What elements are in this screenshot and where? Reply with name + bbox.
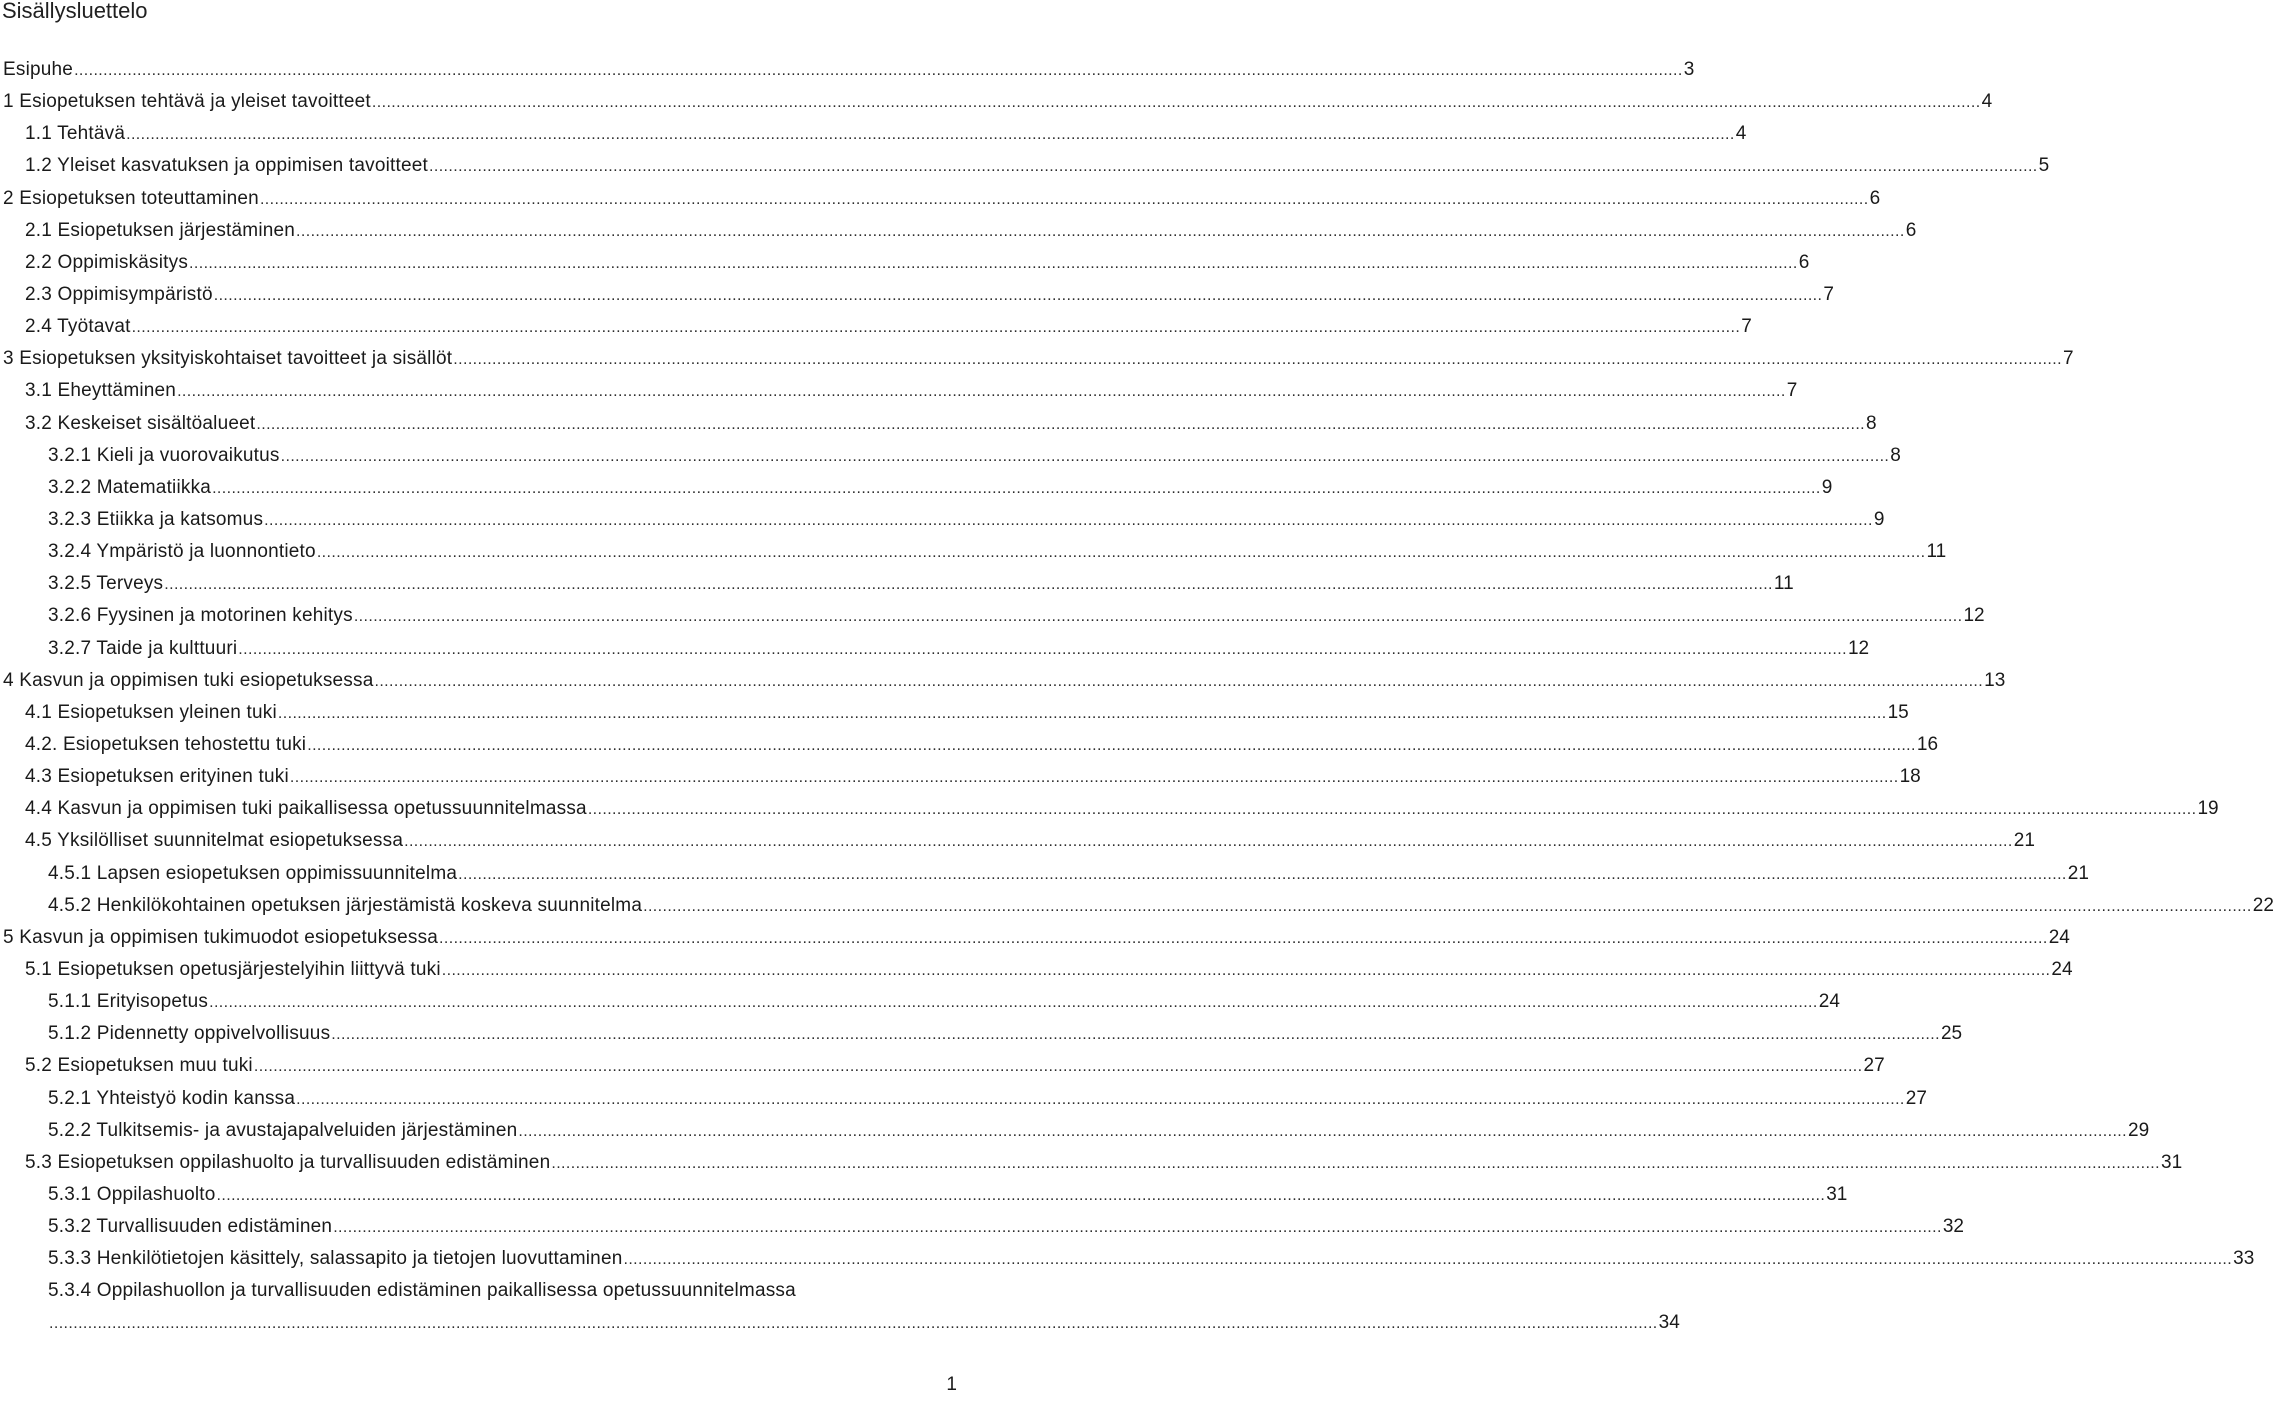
toc-entry-title: 4.5.1 Lapsen esiopetuksen oppimissuunnitelma <box>48 862 458 884</box>
toc-entry-page: 11 <box>1773 573 1794 595</box>
dot-leader: ............................................................................................................................................................................................................................................................................................................................................ <box>212 479 1821 497</box>
toc-entry-title: 1 Esiopetuksen tehtävä ja yleiset tavoitteet <box>3 91 371 113</box>
toc-entry-title: 5.3.2 Turvallisuuden edistäminen <box>48 1216 333 1238</box>
toc-entry[interactable] <box>0 183 1881 215</box>
toc-entry-page: 9 <box>1821 476 1833 498</box>
toc-entry-page: 8 <box>1866 412 1877 434</box>
toc-entry[interactable] <box>0 1018 1963 1050</box>
toc-entry[interactable] <box>0 922 2070 954</box>
toc-entry[interactable] <box>0 825 2035 857</box>
dot-leader: ............................................................................................................................................................................................................................................................................................................................................ <box>131 319 1741 337</box>
toc-entry-page: 13 <box>1984 669 2006 691</box>
toc-entry-page: 21 <box>2067 862 2089 884</box>
toc-entry-title: 2.2 Oppimiskäsitys <box>25 251 189 273</box>
toc-entry-title: 5.1.1 Erityisopetus <box>48 991 209 1013</box>
toc-entry[interactable] <box>0 504 1885 536</box>
toc-entry-page: 22 <box>2252 894 2274 916</box>
dot-leader: ............................................................................................................................................................................................................................................................................................................................................ <box>277 704 1887 722</box>
dot-leader: ............................................................................................................................................................................................................................................................................................................................................ <box>264 511 1873 529</box>
dot-leader: ............................................................................................................................................................................................................................................................................................................................................ <box>216 1186 1826 1204</box>
dot-leader: ............................................................................................................................................................................................................................................................................................................................................ <box>371 94 1981 112</box>
toc-entry[interactable] <box>0 568 1794 600</box>
toc-entry-title: 3.2.1 Kieli ja vuorovaikutus <box>48 444 280 466</box>
dot-leader: ............................................................................................................................................................................................................................................................................................................................................ <box>587 801 2197 819</box>
toc-entry-page: 6 <box>1798 251 1810 273</box>
toc-entry-page: 9 <box>1873 508 1885 530</box>
toc-entry-title: 3.2.6 Fyysinen ja motorinen kehitys <box>48 605 353 627</box>
dot-leader: ............................................................................................................................................................................................................................................................................................................................................ <box>189 254 1798 272</box>
dot-leader: ............................................................................................................................................................................................................................................................................................................................................ <box>316 544 1926 562</box>
toc-entry-page: 31 <box>1826 1183 1848 1205</box>
dot-leader: ............................................................................................................................................................................................................................................................................................................................................ <box>441 961 2051 979</box>
toc-entry-page: 27 <box>1863 1055 1885 1077</box>
dot-leader: ............................................................................................................................................................................................................................................................................................................................................ <box>126 126 1735 144</box>
toc-entry[interactable] <box>0 54 1695 86</box>
toc-entry-title: 5.1.2 Pidennetty oppivelvollisuus <box>48 1023 331 1045</box>
dot-leader: ............................................................................................................................................................................................................................................................................................................................................ <box>353 608 1963 626</box>
toc-entry-page: 24 <box>2051 958 2073 980</box>
toc-entry-title: 1.1 Tehtävä <box>25 123 126 145</box>
toc-entry-page: 8 <box>1890 444 1901 466</box>
toc-entry-page: 18 <box>1899 766 1921 788</box>
toc-entry-page: 24 <box>1818 991 1840 1013</box>
toc-entry-page: 15 <box>1887 701 1909 723</box>
toc-entry-page: 21 <box>2013 830 2035 852</box>
toc-entry[interactable] <box>0 793 2219 825</box>
dot-leader: ............................................................................................................................................................................................................................................................................................................................................ <box>164 576 1773 594</box>
toc-entry-page: 7 <box>2062 348 2074 370</box>
toc-entry-page: 12 <box>1847 637 1870 659</box>
toc-entry[interactable] <box>0 86 1993 118</box>
toc-entry[interactable] <box>0 215 1917 247</box>
toc-entry-page: 19 <box>2197 798 2219 820</box>
toc-entry[interactable] <box>0 279 1834 311</box>
toc-entry[interactable] <box>0 536 1947 568</box>
toc-entry-title: 2 Esiopetuksen toteuttaminen <box>3 187 259 209</box>
toc-entry-title: 5.3.1 Oppilashuolto <box>48 1183 216 1205</box>
toc-entry[interactable] <box>0 697 1909 729</box>
dot-leader: ............................................................................................................................................................................................................................................................................................................................................ <box>49 1315 1658 1333</box>
dot-leader: ............................................................................................................................................................................................................................................................................................................................................ <box>623 1251 2233 1269</box>
toc-entry-title: 3.2.4 Ympäristö ja luonnontieto <box>48 541 316 563</box>
toc-entry-page: 11 <box>1926 541 1947 563</box>
toc-entry-page: 16 <box>1916 733 1939 755</box>
toc-entry-page: 29 <box>2128 1119 2150 1141</box>
toc-entry-title: 5.2.2 Tulkitsemis- ja avustajapalveluiden järjestäminen <box>48 1119 518 1141</box>
toc-entry[interactable] <box>0 1115 2150 1147</box>
toc-entry[interactable] <box>0 665 2006 697</box>
toc-entry[interactable] <box>0 472 1833 504</box>
toc-entry-title: 3.2 Keskeiset sisältöalueet <box>25 412 256 434</box>
dot-leader: ............................................................................................................................................................................................................................................................................................................................................ <box>453 351 2062 369</box>
dot-leader: ............................................................................................................................................................................................................................................................................................................................................ <box>177 383 1786 401</box>
dot-leader: ............................................................................................................................................................................................................................................................................................................................................ <box>307 736 1916 754</box>
toc-entry-page: 31 <box>2161 1151 2183 1173</box>
toc-entry-page: 5 <box>2038 155 2050 177</box>
toc-entry[interactable] <box>0 311 1752 343</box>
toc-entry-page: 7 <box>1786 380 1798 402</box>
toc-entry-title: 4 Kasvun ja oppimisen tuki esiopetuksessa <box>3 669 374 691</box>
toc-entry-page: 34 <box>1658 1312 1680 1334</box>
dot-leader: ............................................................................................................................................................................................................................................................................................................................................ <box>209 994 1818 1012</box>
dot-leader: ............................................................................................................................................................................................................................................................................................................................................ <box>280 447 1890 465</box>
toc-entry-page: 4 <box>1981 91 1993 113</box>
toc-entry-title: Esipuhe <box>3 59 74 80</box>
toc-entry-page: 33 <box>2233 1248 2255 1270</box>
toc-entry-title: 2.4 Työtavat <box>25 316 131 338</box>
toc-entry-page: 32 <box>1942 1216 1964 1238</box>
toc-entry[interactable] <box>0 440 1901 472</box>
toc-entry-title: 5.1 Esiopetuksen opetusjärjestelyihin liittyvä tuki <box>25 958 441 980</box>
toc-entry-title: 4.3 Esiopetuksen erityinen tuki <box>25 766 289 788</box>
toc-entry-title: 3.2.7 Taide ja kulttuuri <box>48 637 238 659</box>
toc-entry-title: 4.5 Yksilölliset suunnitelmat esiopetuksessa <box>25 830 404 852</box>
toc-entry[interactable] <box>0 247 1810 279</box>
toc-entry-title: 3.2.3 Etiikka ja katsomus <box>48 508 264 530</box>
toc-entry-title: 5.3.3 Henkilötietojen käsittely, salassapito ja tietojen luovuttaminen <box>48 1248 623 1270</box>
dot-leader: ............................................................................................................................................................................................................................................................................................................................................ <box>213 286 1823 304</box>
toc-entry[interactable] <box>0 375 1798 407</box>
toc-entry-title: 4.5.2 Henkilökohtainen opetuksen järjestämistä koskeva suunnitelma <box>48 894 643 916</box>
toc-entry-page: 27 <box>1905 1087 1927 1109</box>
toc-entry-title: 2.1 Esiopetuksen järjestäminen <box>25 219 296 241</box>
toc-entry-title: 5.3.4 Oppilashuollon ja turvallisuuden edistäminen paikallisessa opetussuunnitelmassa <box>48 1280 796 1302</box>
toc-entry[interactable] <box>0 150 2050 182</box>
toc-entry[interactable] <box>0 729 1939 761</box>
dot-leader: ............................................................................................................................................................................................................................................................................................................................................ <box>374 672 1984 690</box>
toc-entry-page: 24 <box>2048 926 2070 948</box>
dot-leader: ............................................................................................................................................................................................................................................................................................................................................ <box>256 415 1866 433</box>
toc-entry[interactable] <box>0 118 1747 150</box>
toc-entry[interactable] <box>0 343 2074 375</box>
toc-entry-title: 5.3 Esiopetuksen oppilashuolto ja turvallisuuden edistäminen <box>25 1151 551 1173</box>
dot-leader: ............................................................................................................................................................................................................................................................................................................................................ <box>551 1154 2160 1172</box>
toc-entry-page: 25 <box>1940 1023 1963 1045</box>
toc-entry-title: 2.3 Oppimisympäristö <box>25 283 213 305</box>
dot-leader: ............................................................................................................................................................................................................................................................................................................................................ <box>518 1122 2128 1140</box>
toc-entry-title: 5.2 Esiopetuksen muu tuki <box>25 1055 253 1077</box>
toc-entry-page: 12 <box>1963 605 1985 627</box>
toc-entry[interactable] <box>0 761 1921 793</box>
toc-entry[interactable] <box>0 1147 2183 1179</box>
toc-entry[interactable] <box>0 408 1877 440</box>
dot-leader: ............................................................................................................................................................................................................................................................................................................................................ <box>253 1058 1863 1076</box>
toc-entry-title: 4.4 Kasvun ja oppimisen tuki paikallisessa opetussuunnitelmassa <box>25 798 587 820</box>
toc-entry[interactable] <box>0 1243 2255 1275</box>
dot-leader: ............................................................................................................................................................................................................................................................................................................................................ <box>289 769 1899 787</box>
dot-leader: ............................................................................................................................................................................................................................................................................................................................................ <box>643 897 2252 915</box>
toc-entry[interactable] <box>0 858 2089 890</box>
toc-entry-page: 7 <box>1741 316 1752 338</box>
toc-entry[interactable] <box>0 1275 1680 1339</box>
toc-entry[interactable] <box>0 890 2274 922</box>
table-of-contents <box>0 54 2274 1340</box>
dot-leader: ............................................................................................................................................................................................................................................................................................................................................ <box>296 1090 1905 1108</box>
dot-leader: ............................................................................................................................................................................................................................................................................................................................................ <box>238 640 1847 658</box>
toc-entry-title: 5 Kasvun ja oppimisen tukimuodot esiopetuksessa <box>3 926 439 948</box>
toc-entry-page: 4 <box>1735 123 1747 145</box>
toc-entry-page: 3 <box>1683 59 1695 80</box>
toc-entry-title: 3.2.2 Matematiikka <box>48 476 212 498</box>
toc-entry[interactable] <box>0 1050 1885 1082</box>
dot-leader: ............................................................................................................................................................................................................................................................................................................................................ <box>429 158 2038 176</box>
toc-entry-title: 3 Esiopetuksen yksityiskohtaiset tavoitteet ja sisällöt <box>3 348 453 370</box>
dot-leader: ............................................................................................................................................................................................................................................................................................................................................ <box>333 1219 1942 1237</box>
toc-entry-page: 6 <box>1905 219 1917 241</box>
toc-entry-title: 1.2 Yleiset kasvatuksen ja oppimisen tavoitteet <box>25 155 429 177</box>
toc-entry-title: 3.2.5 Terveys <box>48 573 164 595</box>
dot-leader: ............................................................................................................................................................................................................................................................................................................................................ <box>296 222 1905 240</box>
toc-entry[interactable] <box>0 954 2073 986</box>
toc-entry-page: 6 <box>1869 187 1881 209</box>
dot-leader: ............................................................................................................................................................................................................................................................................................................................................ <box>259 190 1869 208</box>
toc-entry-title: 3.1 Eheyttäminen <box>25 380 177 402</box>
toc-entry-title: 4.2. Esiopetuksen tehostettu tuki <box>25 733 307 755</box>
toc-entry[interactable] <box>0 1211 1964 1243</box>
page-number: 1 <box>946 1374 957 1395</box>
toc-entry[interactable] <box>0 633 1870 665</box>
dot-leader: ............................................................................................................................................................................................................................................................................................................................................ <box>458 865 2067 883</box>
dot-leader: ............................................................................................................................................................................................................................................................................................................................................ <box>439 929 2048 947</box>
toc-entry[interactable] <box>0 986 1840 1018</box>
page-title: Sisällysluettelo <box>2 0 148 23</box>
toc-entry-title: 4.1 Esiopetuksen yleinen tuki <box>25 701 277 723</box>
toc-entry-title: 5.2.1 Yhteistyö kodin kanssa <box>48 1087 296 1109</box>
dot-leader: ............................................................................................................................................................................................................................................................................................................................................ <box>404 833 2013 851</box>
toc-entry[interactable] <box>0 1179 1848 1211</box>
dot-leader: ............................................................................................................................................................................................................................................................................................................................................ <box>331 1026 1940 1044</box>
toc-entry-page: 7 <box>1823 283 1834 305</box>
toc-entry[interactable] <box>0 600 1985 632</box>
toc-entry[interactable] <box>0 1083 1927 1115</box>
dot-leader: ............................................................................................................................................................................................................................................................................................................................................ <box>74 62 1683 79</box>
